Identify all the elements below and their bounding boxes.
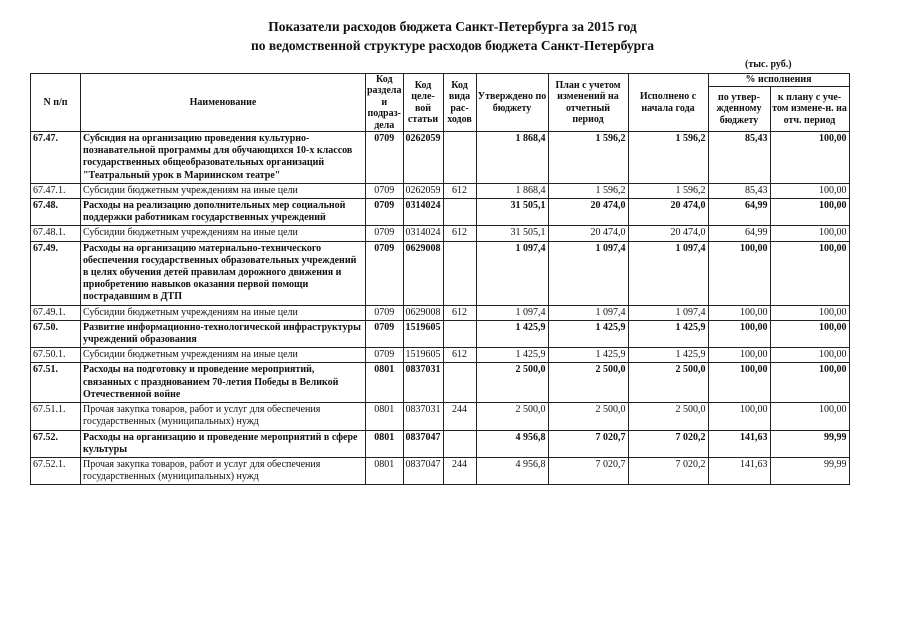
row-statya: 0837047	[403, 430, 443, 457]
row-razdel: 0709	[366, 183, 404, 198]
table-row	[31, 226, 850, 241]
row-approved: 1 425,9	[476, 320, 548, 347]
row-statya: 1519605	[403, 348, 443, 363]
row-name: Субсидии бюджетным учреждениям на иные цели	[81, 305, 366, 320]
row-executed: 1 425,9	[628, 348, 708, 363]
row-pct-plan: 100,00	[770, 403, 849, 430]
header-pct-group: % исполнения	[708, 74, 849, 87]
row-plan: 1 596,2	[548, 132, 628, 184]
row-statya: 0629008	[403, 241, 443, 305]
row-num: 67.51.	[31, 363, 81, 403]
row-name: Расходы на организацию материально-технического обеспечения государственных образовательных учреждений в целях обучения детей правилам дорожного движения и приобретению навыков оказания первой помощи пострадавшим в ДТП	[81, 241, 366, 305]
row-pct-budget: 64,99	[708, 226, 770, 241]
row-pct-budget: 141,63	[708, 457, 770, 484]
row-vid: 244	[443, 403, 476, 430]
row-statya: 0262059	[403, 132, 443, 184]
row-vid: 244	[443, 457, 476, 484]
table-row	[31, 132, 850, 184]
row-pct-plan: 100,00	[770, 305, 849, 320]
header-name: Наименование	[81, 74, 366, 132]
row-num: 67.47.1.	[31, 183, 81, 198]
report-title-line2: по ведомственной структуре расходов бюджета Санкт-Петербурга	[250, 38, 655, 53]
row-plan: 7 020,7	[548, 457, 628, 484]
row-vid	[443, 430, 476, 457]
table-row	[31, 183, 850, 198]
row-pct-budget: 100,00	[708, 305, 770, 320]
row-vid	[443, 320, 476, 347]
row-statya: 0837047	[403, 457, 443, 484]
row-approved: 31 505,1	[476, 226, 548, 241]
row-executed: 1 596,2	[628, 132, 708, 184]
header-statya: Код целе-вой статьи	[403, 74, 443, 132]
row-executed: 1 097,4	[628, 241, 708, 305]
row-pct-plan: 99,99	[770, 457, 849, 484]
row-pct-plan: 100,00	[770, 241, 849, 305]
table-row	[31, 241, 850, 305]
row-vid	[443, 132, 476, 184]
row-plan: 1 097,4	[548, 305, 628, 320]
row-pct-budget: 100,00	[708, 403, 770, 430]
row-plan: 20 474,0	[548, 199, 628, 226]
row-num: 67.52.1.	[31, 457, 81, 484]
header-pct-budget: по утвер-жденному бюджету	[708, 87, 770, 132]
row-plan: 1 425,9	[548, 320, 628, 347]
row-pct-budget: 100,00	[708, 241, 770, 305]
row-approved: 1 097,4	[476, 305, 548, 320]
row-razdel: 0709	[366, 226, 404, 241]
row-vid: 612	[443, 305, 476, 320]
row-plan: 1 425,9	[548, 348, 628, 363]
row-name: Расходы на организацию и проведение мероприятий в сфере культуры	[81, 430, 366, 457]
row-vid: 612	[443, 226, 476, 241]
row-approved: 1 425,9	[476, 348, 548, 363]
units-label: (тыс. руб.)	[745, 59, 792, 70]
header-approved: Утверждено по бюджету	[476, 74, 548, 132]
table-body	[31, 132, 850, 485]
row-plan: 20 474,0	[548, 226, 628, 241]
row-razdel: 0709	[366, 348, 404, 363]
row-pct-plan: 100,00	[770, 348, 849, 363]
row-razdel: 0709	[366, 241, 404, 305]
row-approved: 1 868,4	[476, 132, 548, 184]
row-num: 67.50.1.	[31, 348, 81, 363]
table-row	[31, 430, 850, 457]
row-vid	[443, 199, 476, 226]
row-pct-budget: 141,63	[708, 430, 770, 457]
row-approved: 2 500,0	[476, 403, 548, 430]
row-statya: 1519605	[403, 320, 443, 347]
row-pct-plan: 99,99	[770, 430, 849, 457]
row-razdel: 0801	[366, 457, 404, 484]
row-name: Прочая закупка товаров, работ и услуг для обеспечения государственных (муниципальных) нужд	[81, 457, 366, 484]
row-plan: 2 500,0	[548, 403, 628, 430]
row-name: Расходы на подготовку и проведение мероприятий, связанных с празднованием 70-летия Победы в Великой Отечественной войне	[81, 363, 366, 403]
row-num: 67.48.	[31, 199, 81, 226]
row-pct-plan: 100,00	[770, 320, 849, 347]
budget-table	[30, 73, 850, 485]
row-approved: 1 097,4	[476, 241, 548, 305]
row-num: 67.49.1.	[31, 305, 81, 320]
table-row	[31, 199, 850, 226]
row-approved: 4 956,8	[476, 430, 548, 457]
row-executed: 20 474,0	[628, 226, 708, 241]
row-executed: 7 020,2	[628, 457, 708, 484]
report-title-line1: Показатели расходов бюджета Санкт-Петербурга за 2015 год	[268, 19, 637, 34]
row-pct-plan: 100,00	[770, 132, 849, 184]
row-plan: 1 596,2	[548, 183, 628, 198]
table-row	[31, 320, 850, 347]
row-executed: 7 020,2	[628, 430, 708, 457]
row-vid: 612	[443, 183, 476, 198]
row-pct-budget: 100,00	[708, 320, 770, 347]
row-plan: 1 097,4	[548, 241, 628, 305]
row-statya: 0837031	[403, 403, 443, 430]
row-pct-budget: 64,99	[708, 199, 770, 226]
row-num: 67.51.1.	[31, 403, 81, 430]
row-razdel: 0709	[366, 305, 404, 320]
row-name: Прочая закупка товаров, работ и услуг для обеспечения государственных (муниципальных) нужд	[81, 403, 366, 430]
row-pct-budget: 100,00	[708, 363, 770, 403]
row-num: 67.48.1.	[31, 226, 81, 241]
header-pct-plan: к плану с уче-том измене-н. на отч. период	[770, 87, 849, 132]
row-num: 67.47.	[31, 132, 81, 184]
row-executed: 1 596,2	[628, 183, 708, 198]
row-pct-plan: 100,00	[770, 363, 849, 403]
row-statya: 0314024	[403, 226, 443, 241]
row-razdel: 0709	[366, 199, 404, 226]
row-executed: 2 500,0	[628, 403, 708, 430]
row-pct-plan: 100,00	[770, 183, 849, 198]
row-plan: 2 500,0	[548, 363, 628, 403]
row-approved: 4 956,8	[476, 457, 548, 484]
row-num: 67.49.	[31, 241, 81, 305]
header-executed: Исполнено с начала года	[628, 74, 708, 132]
row-razdel: 0801	[366, 430, 404, 457]
row-name: Субсидии бюджетным учреждениям на иные цели	[81, 183, 366, 198]
row-name: Субсидии бюджетным учреждениям на иные цели	[81, 226, 366, 241]
row-approved: 2 500,0	[476, 363, 548, 403]
row-name: Субсидия на организацию проведения культурно-познавательной программы для обучающихся 10-х классов государственных общеобразовательных организаций "Театральный урок в Мариинском театре"	[81, 132, 366, 184]
table-row	[31, 348, 850, 363]
header-vid: Код вида рас-ходов	[443, 74, 476, 132]
row-pct-plan: 100,00	[770, 226, 849, 241]
row-vid	[443, 241, 476, 305]
row-statya: 0629008	[403, 305, 443, 320]
table-row	[31, 363, 850, 403]
row-approved: 31 505,1	[476, 199, 548, 226]
row-statya: 0262059	[403, 183, 443, 198]
row-statya: 0314024	[403, 199, 443, 226]
row-statya: 0837031	[403, 363, 443, 403]
row-executed: 20 474,0	[628, 199, 708, 226]
row-razdel: 0709	[366, 132, 404, 184]
row-vid	[443, 363, 476, 403]
row-num: 67.50.	[31, 320, 81, 347]
row-pct-budget: 85,43	[708, 132, 770, 184]
row-approved: 1 868,4	[476, 183, 548, 198]
header-plan: План с учетом изменений на отчетный период	[548, 74, 628, 132]
row-razdel: 0709	[366, 320, 404, 347]
header-num: N п/п	[31, 74, 81, 132]
row-pct-budget: 85,43	[708, 183, 770, 198]
row-razdel: 0801	[366, 363, 404, 403]
header-razdel: Код раздела и подраз-дела	[367, 74, 402, 131]
row-name: Субсидии бюджетным учреждениям на иные цели	[81, 348, 366, 363]
row-num: 67.52.	[31, 430, 81, 457]
row-executed: 2 500,0	[628, 363, 708, 403]
row-executed: 1 425,9	[628, 320, 708, 347]
row-pct-plan: 100,00	[770, 199, 849, 226]
row-vid: 612	[443, 348, 476, 363]
table-row	[31, 403, 850, 430]
row-executed: 1 097,4	[628, 305, 708, 320]
row-name: Развитие информационно-технологической инфраструктуры учреждений образования	[81, 320, 366, 347]
table-row	[31, 457, 850, 484]
row-pct-budget: 100,00	[708, 348, 770, 363]
row-name: Расходы на реализацию дополнительных мер социальной поддержки работникам государственных учреждений	[81, 199, 366, 226]
table-row	[31, 305, 850, 320]
row-plan: 7 020,7	[548, 430, 628, 457]
row-razdel: 0801	[366, 403, 404, 430]
